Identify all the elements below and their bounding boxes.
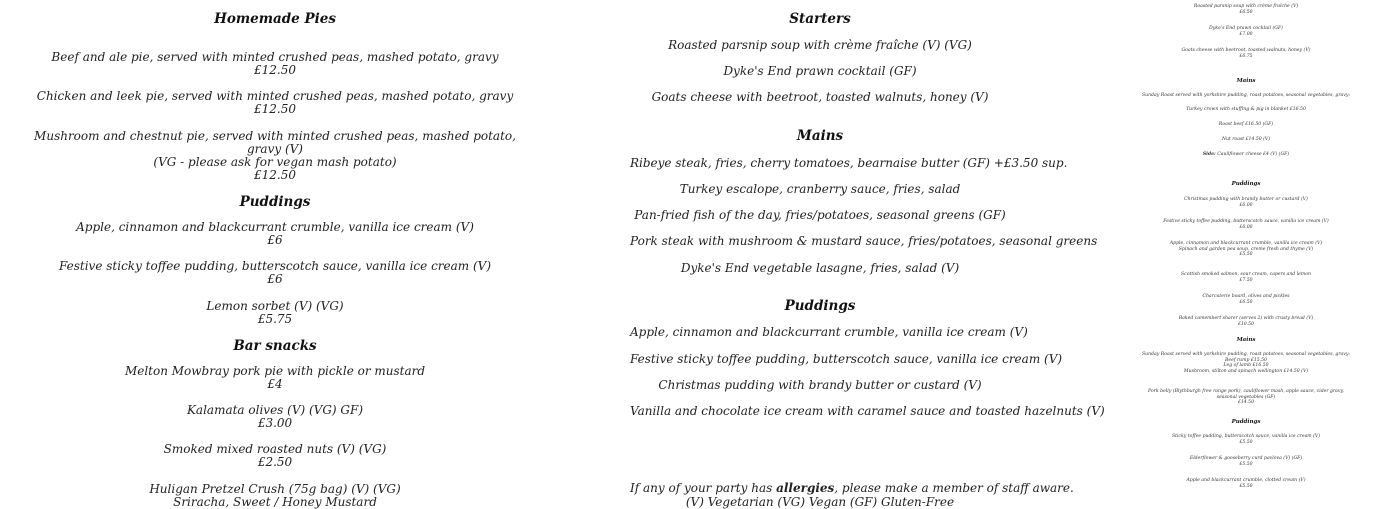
section-title-bar-snacks: Bar snacks [233,338,317,354]
menu-item [20,483,530,509]
item-name: Melton Mowbray pork pie with pickle or mustard [124,364,426,378]
section-title-starters: Starters [789,11,851,27]
item-price: £6.50 [1239,9,1253,15]
allergy-suffix: , please make a member of staff aware. [834,481,1074,495]
item-name: Festive sticky toffee pudding, butterscotch sauce, vanilla ice cream (V) [1163,219,1329,224]
menu-item [20,404,530,430]
item-price: £6 [267,272,283,286]
sunday-roast-block [1120,352,1372,374]
section-title-mains: Mains [1236,78,1256,84]
item-price: £5.50 [1239,483,1253,489]
item-name: Scottish smoked salmon, sour cream, capers and lemon [1181,272,1311,277]
side-label: Side: [1202,152,1216,157]
menu-item: Roasted parsnip soup with crème fraîche (V) (VG) [668,38,972,52]
item-name: Festive sticky toffee pudding, butterscotch sauce, vanilla ice cream (V) [58,259,492,273]
sunday-roast-intro: Sunday Roast served with yorkshire pudding, roast potatoes, seasonal vegetables, gravy: [1141,352,1351,357]
item-name: Charcuterie board, olives and pickles [1202,294,1290,299]
item-name: Mushroom and chestnut pie, served with minted crushed peas, mashed potato, gravy (V) [34,129,516,156]
dietary-legend: (V) Vegetarian (VG) Vegan (GF) Gluten-Free [685,495,955,509]
menu-item [1120,478,1372,489]
item-name: Apple, cinnamon and blackcurrant crumble, vanilla ice cream (V) [1169,241,1323,246]
section-title-puddings: Puddings [1231,419,1261,425]
item-price: £10.50 [1237,321,1255,327]
menu-item: Festive sticky toffee pudding, butterscotch sauce, vanilla ice cream (V) [630,352,1063,366]
menu-item: Mushroom, stilton and spinach wellington £14.50 (V) [1183,368,1309,374]
item-name: Elderflower & gooseberry curd pavlova (V) (GF) [1189,456,1303,461]
item-name: Pork belly (Blythburgh free range pork), cauliflower mash, apple sauce, cider gravy, [1148,389,1344,394]
menu-item [20,130,530,182]
menu-item: Nut roast £14.50 (V) [1221,137,1271,142]
item-note: (VG - please ask for vegan mash potato) [153,155,397,169]
item-price: £12.50 [254,102,296,116]
menu-item [1120,272,1372,283]
item-price: £6.00 [1239,202,1253,208]
item-price: £12.50 [254,63,296,77]
item-price: £6.00 [1239,224,1253,230]
menu-item [1120,434,1372,445]
menu-item [1120,456,1372,467]
section-title-homemade-pies: Homemade Pies [214,11,336,27]
menu-item: Pork steak with mushroom & mustard sauce, fries/potatoes, seasonal greens [630,234,1098,248]
item-name: Roasted parsnip soup with crème fraîche (V) [1193,4,1299,9]
item-name-cont: seasonal vegetables (GF) [1216,394,1276,400]
menu-item [1120,316,1372,327]
menu-item: Turkey escalope, cranberry sauce, fries, salad [679,182,961,196]
item-name: Apple, cinnamon and blackcurrant crumble, vanilla ice cream (V) [76,220,474,234]
item-price: £5.75 [257,312,293,326]
menu-item: Turkey crown with stuffing & pig in blanket £16.50 [1186,107,1306,112]
menu-item [20,260,530,286]
item-name: Beef and ale pie, served with minted crushed peas, mashed potato, gravy [51,50,499,64]
item-price: £4 [267,377,283,391]
menu-item [20,443,530,469]
item-price: £12.50 [254,168,296,182]
item-note: Spinach and garden pea soup, creme fresh and thyme (V) [1178,246,1314,252]
menu-item: Apple, cinnamon and blackcurrant crumble, vanilla ice cream (V) [630,325,1028,339]
item-price: £2.50 [257,455,293,469]
allergy-notice [630,481,1074,495]
menu-item: Dyke's End vegetable lasagne, fries, salad (V) [680,261,960,275]
item-price: £5.50 [1239,252,1253,258]
item-name: Smoked mixed roasted nuts (V) (VG) [163,442,387,456]
menu-item: Leg of lamb £16.50 [1223,363,1269,369]
menu-item [20,90,530,116]
item-name: Baked camembert sharer (serves 2) with crusty bread (V) [1178,316,1314,321]
menu-item [20,300,530,326]
item-price: £7.50 [1239,277,1253,283]
menu-item [20,221,530,247]
section-title-mains: Mains [796,128,844,144]
menu-item: Beef rump £15.50 [1225,357,1267,363]
menu-item [1120,26,1372,37]
menu-item: Dyke's End prawn cocktail (GF) [723,64,917,78]
item-price: £6.75 [1239,53,1253,59]
item-name: Lemon sorbet (V) (VG) [206,299,344,313]
menu-item [1120,197,1372,208]
item-price: £3.00 [257,416,293,430]
item-name: Dyke's End prawn cocktail (GF) [1209,26,1283,31]
menu-item [1120,48,1372,59]
menu-item: Roast beef £16.50 (GF) [1218,122,1274,127]
allergy-keyword: allergies [776,481,835,495]
item-price: £6 [267,233,283,247]
menu-item: Pan-fried fish of the day, fries/potatoes, seasonal greens (GF) [634,208,1006,222]
section-title-puddings: Puddings [239,194,311,210]
menu-item [1120,241,1372,258]
allergy-prefix: If any of your party has [630,481,777,495]
item-name: Kalamata olives (V) (VG) GF) [186,403,364,417]
item-name: Chicken and leek pie, served with minted crushed peas, mashed potato, gravy [36,89,514,103]
sunday-roast-intro: Sunday Roast served with yorkshire pudding, roast potatoes, seasonal vegetables, gravy: [1141,93,1351,98]
section-title-puddings: Puddings [784,298,856,314]
menu-item [1120,219,1372,230]
item-name: Apple and blackcurrant crumble, clotted cream (V) [1186,478,1306,483]
menu-item [20,365,530,391]
item-price: £14.50 [1237,400,1255,406]
item-price: £5.50 [1239,461,1253,467]
section-title-mains: Mains [1236,337,1256,343]
section-title-puddings: Puddings [1231,181,1261,187]
item-price: £6.50 [1239,299,1253,305]
menu-item: Ribeye steak, fries, cherry tomatoes, bearnaise butter (GF) +£3.50 sup. [630,156,1068,170]
item-name: Sticky toffee pudding, butterscotch sauce, vanilla ice cream (V) [1171,434,1321,439]
item-name: Goats cheese with beetroot, toasted walnuts, honey (V) [1181,48,1311,53]
menu-item [1120,389,1372,406]
menu-item [20,51,530,77]
menu-item: Vanilla and chocolate ice cream with caramel sauce and toasted hazelnuts (V) [630,404,1105,418]
item-name: Huligan Pretzel Crush (75g bag) (V) (VG) [149,482,401,496]
menu-item: Goats cheese with beetroot, toasted walnuts, honey (V) [651,90,989,104]
item-price: £5.50 [1239,439,1253,445]
menu-item [1120,294,1372,305]
menu-item [1120,4,1372,15]
item-note: Sriracha, Sweet / Honey Mustard [173,495,377,509]
menu-item: Christmas pudding with brandy butter or custard (V) [658,378,982,392]
item-name: Christmas pudding with brandy butter or custard (V) [1184,197,1308,202]
side-item [1120,152,1372,158]
side-text: Cauliflower cheese £4 (V) (GF) [1215,152,1290,157]
item-price: £7.00 [1239,31,1253,37]
